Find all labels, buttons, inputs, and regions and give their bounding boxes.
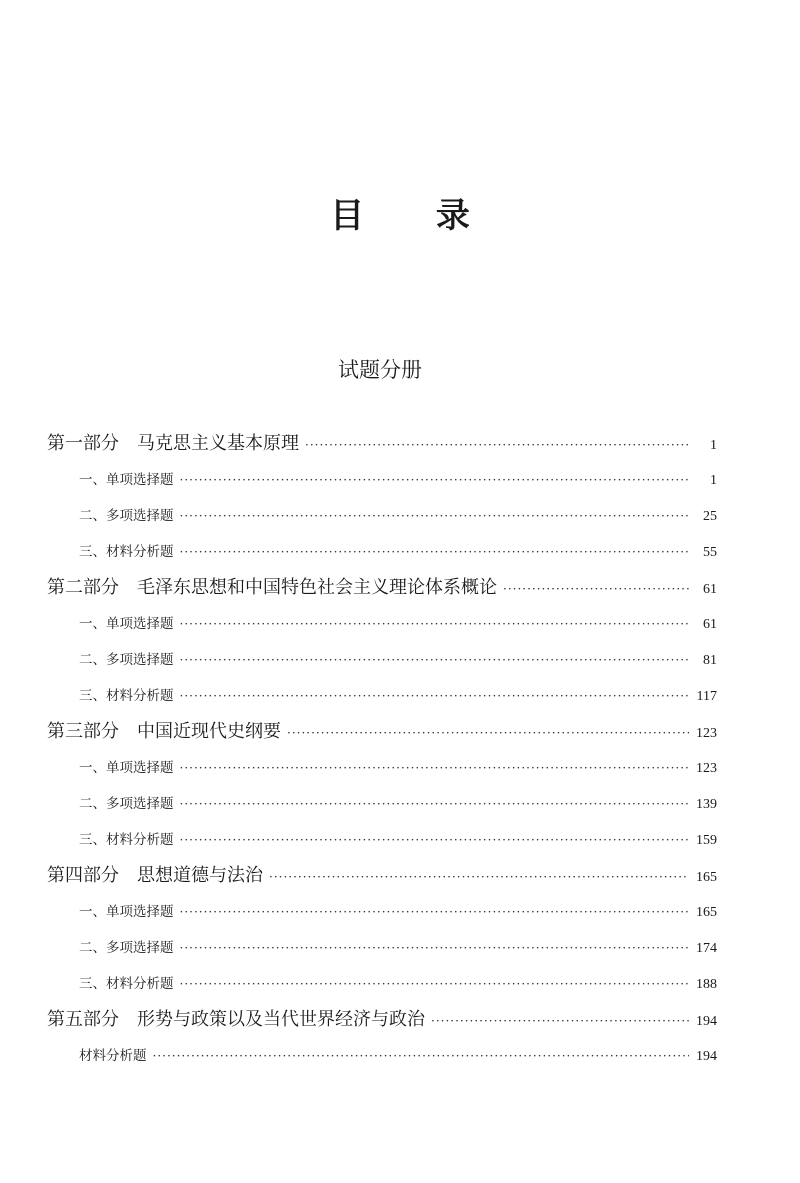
toc-section[interactable] [47,894,717,930]
section-title: 二、多项选择题 [79,796,174,812]
dot-leader [180,678,690,714]
toc-section[interactable] [47,750,717,786]
section-title: 一、单项选择题 [79,616,174,632]
page-number: 123 [696,726,717,741]
volume-subtitle: 试题分册 [338,358,422,382]
toc-section[interactable] [47,930,717,966]
page-number: 174 [696,941,717,956]
toc-section[interactable] [47,498,717,534]
section-title: 二、多项选择题 [79,652,174,668]
dot-leader [180,930,690,966]
dot-leader [305,427,689,463]
page-number: 61 [703,617,717,632]
toc-section[interactable] [47,462,717,498]
part-title: 毛泽东思想和中国特色社会主义理论体系概论 [137,577,497,598]
toc-part-4[interactable] [47,858,717,894]
toc-section[interactable] [47,534,717,570]
page-number: 25 [703,509,717,524]
toc-section[interactable] [47,1038,717,1074]
page-number: 139 [696,797,717,812]
part-number: 第五部分 [47,1009,119,1030]
dot-leader [180,894,690,930]
table-of-contents [47,426,717,1074]
part-number: 第三部分 [47,721,119,742]
toc-section[interactable] [47,786,717,822]
page-number: 61 [703,582,717,597]
part-number: 第四部分 [47,865,119,886]
toc-section[interactable] [47,822,717,858]
dot-leader [180,966,690,1002]
part-title: 形势与政策以及当代世界经济与政治 [137,1009,425,1030]
page-number: 1 [710,438,717,453]
page-number: 165 [696,870,717,885]
page-number: 159 [696,833,717,848]
section-title: 三、材料分析题 [79,976,174,992]
toc-part-5[interactable] [47,1002,717,1038]
dot-leader [180,750,690,786]
toc-part-2[interactable] [47,570,717,606]
page-number: 117 [696,689,717,704]
dot-leader [287,715,689,751]
dot-leader [180,498,690,534]
toc-section[interactable] [47,642,717,678]
section-title: 三、材料分析题 [79,832,174,848]
page-number: 165 [696,905,717,920]
page-number: 123 [696,761,717,776]
section-title: 一、单项选择题 [79,760,174,776]
section-title: 三、材料分析题 [79,688,174,704]
page-number: 1 [710,473,717,488]
page-number: 194 [696,1049,717,1064]
dot-leader [431,1003,689,1039]
dot-leader [153,1038,690,1074]
toc-section[interactable] [47,966,717,1002]
page-number: 194 [696,1014,717,1029]
section-title: 一、单项选择题 [79,904,174,920]
part-number: 第一部分 [47,433,119,454]
toc-section[interactable] [47,678,717,714]
dot-leader [180,606,690,642]
dot-leader [269,859,689,895]
section-title: 材料分析题 [79,1048,147,1064]
page-number: 188 [696,977,717,992]
dot-leader [180,786,690,822]
page-number: 81 [703,653,717,668]
dot-leader [180,822,690,858]
part-title: 马克思主义基本原理 [137,433,299,454]
section-title: 一、单项选择题 [79,472,174,488]
page-number: 55 [703,545,717,560]
part-title: 中国近现代史纲要 [137,721,281,742]
toc-section[interactable] [47,606,717,642]
page-title: 目 录 [330,196,500,236]
dot-leader [503,571,689,607]
toc-part-1[interactable] [47,426,717,462]
section-title: 三、材料分析题 [79,544,174,560]
dot-leader [180,534,690,570]
dot-leader [180,462,690,498]
dot-leader [180,642,690,678]
section-title: 二、多项选择题 [79,508,174,524]
part-number: 第二部分 [47,577,119,598]
toc-part-3[interactable] [47,714,717,750]
section-title: 二、多项选择题 [79,940,174,956]
part-title: 思想道德与法治 [137,865,263,886]
